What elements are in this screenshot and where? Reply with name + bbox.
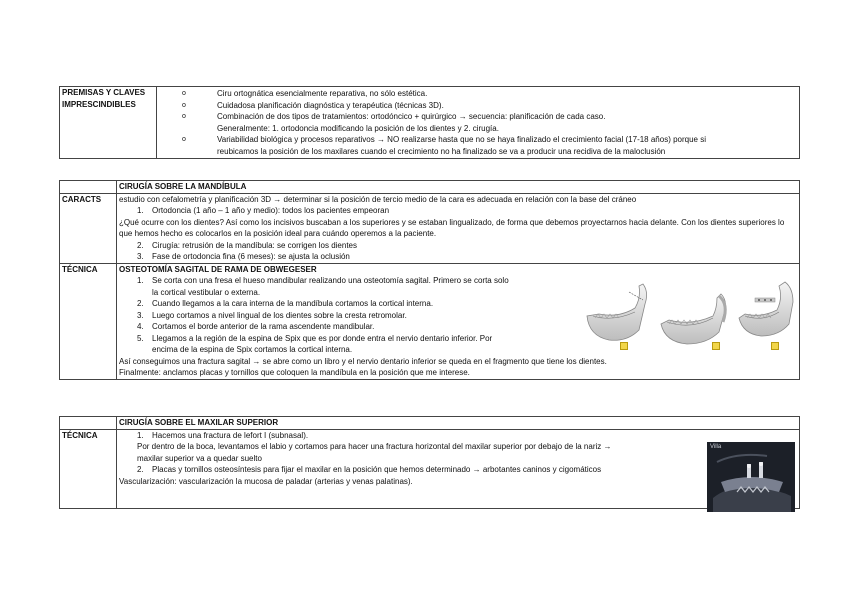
bullet-icon: o	[182, 113, 186, 120]
mandibula-header: CIRUGÍA SOBRE LA MANDÍBULA	[117, 181, 800, 194]
premisa-item-3: o Combinación de dos tipos de tratamientos: ortodóncico + quirúrgico → secuencia: planificación de cada caso.	[182, 112, 606, 121]
skull-xray-icon	[707, 442, 795, 512]
premisas-table	[59, 86, 800, 159]
maxilar-header-empty	[60, 417, 117, 430]
premisa-item-1: o Ciru ortognática esencialmente reparativa, no sólo estética.	[182, 89, 428, 98]
tecnica-content	[117, 263, 800, 379]
label-marker-3	[771, 342, 779, 350]
mandible-drawings-icon	[579, 274, 799, 354]
tecnica-title: OSTEOTOMÍA SAGITAL DE RAMA DE OBWEGESER	[119, 264, 317, 274]
premisa-item-4-cont: reubicamos la posición de los maxilares cuando el crecimiento no ha finalizado se va a producir una recidiva de la maloclusión	[217, 146, 666, 156]
caracts-question: ¿Qué ocurre con los dientes? Así como los incisivos buscaban a los superiores y se estaban lingualizado, de forma que debemos proyectarnos hacia delante. Con los dientes superiores lo que hemos hecho es colocarlos en la posición ideal para cuándo operemos a la paciente.	[119, 217, 785, 238]
tecnica-step-2: 2. Cuando llegamos a la cara interna de la mandíbula cortamos la cortical interna.	[137, 299, 434, 308]
premisas-label: PREMISAS Y CLAVES IMPRESCINDIBLES	[60, 87, 157, 159]
tecnica-step-1: 1. Se corta con una fresa el hueso mandibular realizando una osteotomía sagital. Primero se corta solo	[137, 276, 509, 285]
xray-caption: Villa	[710, 443, 722, 450]
maxilar-tecnica-label: TÉCNICA	[60, 429, 117, 508]
tecnica-label: TÉCNICA	[60, 263, 117, 379]
tecnica-step-5-cont: encima de la espina de Spix cortamos la cortical interna.	[152, 345, 353, 354]
label-marker-2	[712, 342, 720, 350]
premisa-item-2: o Cuidadosa planificación diagnóstica y terapéutica (técnicas 3D).	[182, 100, 444, 110]
premisa-item-4: o Variabilidad biológica y procesos reparativos → NO realizarse hasta que no se haya finalizado el crecimiento facial (17-18 años) porque si	[182, 135, 706, 144]
tecnica-footer-1: Así conseguimos una fractura sagital → se abre como un libro y el nervio dentario inferior se queda en el fragmento que tiene los dientes.	[119, 356, 607, 366]
tecnica-step-5: 5. Llegamos a la región de la espina de Spix que es por donde entra el nervio dentario inferior. Por	[137, 333, 493, 343]
label-marker-1	[620, 342, 628, 350]
maxilar-line-3: maxilar superior va a quedar suelto	[137, 453, 262, 463]
premisa-item-3-cont: Generalmente: 1. ortodoncia modificando la posición de los dientes y 2. cirugía.	[217, 123, 499, 133]
maxilar-line-2: Por dentro de la boca, levantamos el labio y cortamos para hacer una fractura horizontal del maxilar superior por debajo de la nariz →	[137, 442, 612, 451]
bullet-icon: o	[182, 136, 186, 143]
caracts-step-2: 2. Cirugía: retrusión de la mandíbula: se corrigen los dientes	[137, 240, 357, 250]
mandible-osteotomy-illustration	[579, 274, 799, 354]
tecnica-step-3: 3. Luego cortamos a nivel lingual de los dientes sobre la cresta retromolar.	[137, 310, 407, 320]
caracts-step-1: 1. Ortodoncia (1 año – 1 año y medio): todos los pacientes empeoran	[137, 206, 390, 215]
caracts-label: CARACTS	[60, 193, 117, 263]
mandibula-table	[59, 180, 800, 380]
bullet-icon: o	[182, 90, 186, 97]
maxilar-table	[59, 416, 800, 509]
maxilar-step-1: 1. Hacemos una fractura de lefort I (subnasal).	[137, 430, 309, 440]
maxilar-tecnica-content	[117, 429, 800, 508]
bullet-icon: o	[182, 101, 186, 109]
maxilar-line-5: Vascularización: vascularización la mucosa de paladar (arterias y venas palatinas).	[119, 476, 413, 486]
premisas-content	[157, 87, 800, 159]
tecnica-step-1-cont: la cortical vestibular o externa.	[152, 287, 261, 297]
maxilar-step-2: 2. Placas y tornillos osteosíntesis para fijar el maxilar en la posición que hemos determinado → arbotantes caninos y cigomáticos	[137, 465, 602, 474]
mandibula-header-empty	[60, 181, 117, 194]
caracts-intro: estudio con cefalometría y planificación 3D → determinar si la posición de tercio medio de la cara es adecuada en relación con la base del cráneo	[119, 194, 637, 204]
caracts-step-3: 3. Fase de ortodoncia fina (6 meses): se ajusta la oclusión	[137, 252, 350, 261]
tecnica-footer-2: Finalmente: anclamos placas y tornillos que coloquen la mandíbula en la posición que me interese.	[119, 368, 470, 377]
maxilar-header: CIRUGÍA SOBRE EL MAXILAR SUPERIOR	[117, 417, 800, 430]
maxilar-xray-image	[707, 442, 795, 512]
tecnica-step-4: 4. Cortamos el borde anterior de la rama ascendente mandibular.	[137, 322, 375, 331]
caracts-content	[117, 193, 800, 263]
